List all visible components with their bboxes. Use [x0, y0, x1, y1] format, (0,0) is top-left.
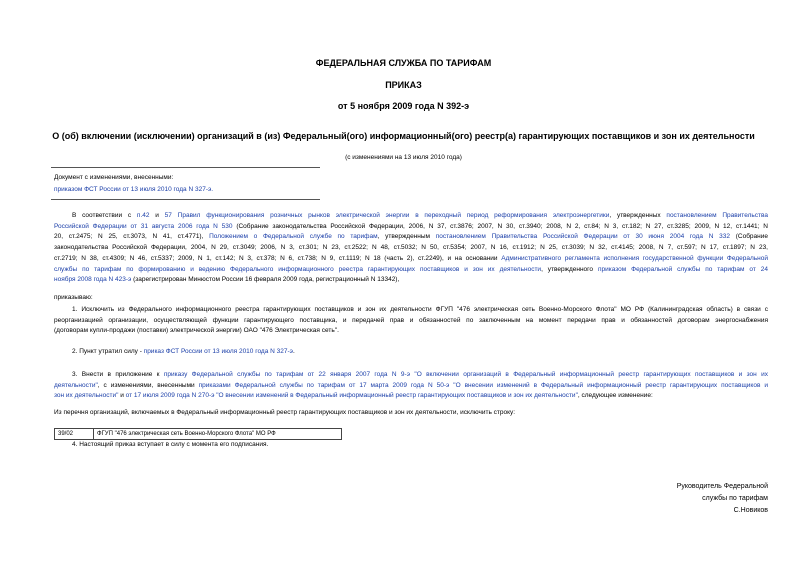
- document-link[interactable]: постановлением Правительства: [666, 212, 768, 219]
- document-link[interactable]: приказу Федеральной службы по тарифам от 22 января 2007 года N 9-э "О включении организаций в Федеральный информационный реестр гарантирующих поставщиков и зон их: [163, 371, 768, 378]
- item1-line: реорганизацией организации, осуществляющей функции гарантирующего поставщика, и передачей прав и обязанностей по заключенным на момент передачи прав и обязанностей договорам энергоснабжения: [54, 316, 768, 324]
- revision-note: (с изменениями на 13 июля 2010 года): [345, 154, 462, 161]
- signature-block: [677, 481, 768, 517]
- preamble-line: В соответствии с п.42 и 57 Правил функционирования розничных рынков электрической энергии в переходный период реформирования электроэнергетики, утвержденных постановлением Правительства: [72, 212, 768, 219]
- document-link[interactable]: приказами Федеральной службы по тарифам от 17 марта 2009 года N 50-э "О внесении изменений в Федеральный информационный реестр гарантирующих поставщиков и: [198, 381, 768, 389]
- document-link[interactable]: Российской Федерации от 31 августа 2006 года N 530: [54, 222, 233, 230]
- changes-box: [54, 172, 213, 196]
- preamble-paragraph: [54, 211, 768, 286]
- preamble-line: 20, ст.2475; N 25, ст.3073, N 41, ст.4771), Положением о Федеральной службе по тарифам, утвержденным постановлением Правительства Российской Федерации от 30 июня 2004 года N 332 (Собрание: [54, 233, 768, 241]
- order-item-4: 4. Настоящий приказ вступает в силу с момента его подписания.: [72, 441, 269, 448]
- signature-position: Руководитель Федеральной: [676, 483, 768, 490]
- preamble-line: Российской Федерации от 31 августа 2006 года N 530 (Собрание законодательства Российской Федерации, 2006, N 37, ст.3876; 2007, N 30, ст.3940; 2008, N 2, ст.84; N 3, ст.182; N 27, ст.3285; 2009, N 12, ст.1441; N: [54, 222, 768, 230]
- document-link[interactable]: 57 Правил функционирования розничных рынков электрической энергии в переходный период реформирования электроэнергетики: [164, 212, 610, 219]
- doctype-heading: ПРИКАЗ: [385, 80, 422, 90]
- document-link[interactable]: деятельности": [54, 381, 98, 389]
- table-cell-number: 39/02: [55, 429, 94, 440]
- item1-line: (договорам купли-продажи (поставки) электрической энергии) ОАО "476 Электрическая сеть".: [54, 327, 339, 335]
- preamble-line: законодательства Российской Федерации, 2004, N 29, ст.3049; 2006, N 3, ст.301; N 23, ст.2522; N 48, ст.5032; N 50, ст.5354; 2007, N 16, ст.1912; N 25, ст.3039; N 32, ст.4145; 2008, N 7, ст.597; N 17, ст.1897; N 23,: [54, 244, 768, 252]
- document-link[interactable]: п.42: [136, 212, 150, 219]
- exclude-intro: Из перечня организаций, включаемых в Федеральный информационный реестр гарантирующих поставщиков и зон их деятельности, исключить строку:: [54, 409, 516, 416]
- preamble-line: ноября 2008 года N 423-э (зарегистрирован Минюстом России 16 февраля 2009 года, регистрационный N 13342),: [54, 276, 400, 284]
- excluded-org-table: [54, 428, 342, 440]
- item3-line: деятельности", с изменениями, внесенными приказами Федеральной службы по тарифам от 17 марта 2009 года N 50-э "О внесении изменений в Федеральный информационный реестр гарантирующих поставщиков и: [54, 381, 768, 389]
- table-cell-name: ФГУП "476 электрическая сеть Военно-Морского Флота" МО РФ: [94, 429, 342, 440]
- order-item-2: 2. Пункт утратил силу - приказ ФСТ России от 13 июля 2010 года N 327-э.: [72, 348, 295, 355]
- changes-top-divider: [51, 167, 320, 168]
- document-link[interactable]: приказом Федеральной службы по тарифам от 24: [597, 265, 768, 273]
- item2-text: 2. Пункт утратил силу -: [72, 348, 144, 355]
- preamble-line: службы по тарифам по формированию и ведению Федерального информационного реестра гарантирующих поставщиков и зон их деятельности, утвержденного приказом Федеральной службы по тарифам от 24: [54, 265, 768, 273]
- changes-bottom-divider: [51, 199, 320, 200]
- item3-line: 3. Внести в приложение к приказу Федеральной службы по тарифам от 22 января 2007 года N 9-э "О включении организаций в Федеральный информационный реестр гарантирующих поставщиков и зон их: [72, 371, 768, 378]
- item1-line: 1. Исключить из Федерального информационного реестра гарантирующих поставщиков и зон их деятельности ФГУП "476 электрическая сеть Военно-Морского Флота" МО РФ (Калининградская область) в связи с: [72, 306, 768, 313]
- changes-link[interactable]: приказом ФСТ России от 13 июля 2010 года N 327-э.: [54, 186, 214, 193]
- item2-link[interactable]: приказ ФСТ России от 13 июля 2010 года N 327-э: [143, 348, 293, 355]
- document-link[interactable]: Административного регламента исполнения государственной функции Федеральной: [501, 254, 768, 262]
- document-link[interactable]: зон их деятельности": [54, 392, 119, 400]
- document-link[interactable]: Положением о Федеральной службе по тарифам: [209, 233, 378, 241]
- table-row: [55, 429, 342, 440]
- document-link[interactable]: постановлением Правительства Российской Федерации от 30 июня 2004 года N 332: [435, 233, 730, 241]
- signature-position-2: службы по тарифам: [702, 495, 768, 502]
- order-item-1: [54, 305, 768, 337]
- preamble-line: ст.2719; N 38, ст.4309; N 46, ст.5337; 2009, N 1, ст.142; N 3, ст.378; N 6, ст.738; N 9, ст.1119; N 18 (часть 2), ст.2249), и на основании Административного регламента исполнения государственной функции Федеральной: [54, 254, 768, 262]
- document-title: О (об) включении (исключении) организаций в (из) Федеральный(ого) информационный(ого) реестр(а) гарантирующих поставщиков и зон их деятельности: [52, 131, 755, 141]
- document-link[interactable]: службы по тарифам по формированию и ведению Федерального информационного реестра гарантирующих поставщиков и зон их деятельности: [54, 265, 542, 273]
- item3-line: зон их деятельности" и от 17 июля 2009 года N 270-э "О внесении изменений в Федеральный информационный реестр гарантирующих поставщиков и зон их деятельности", следующее изменение:: [54, 392, 653, 400]
- agency-heading: ФЕДЕРАЛЬНАЯ СЛУЖБА ПО ТАРИФАМ: [315, 58, 492, 68]
- document-link[interactable]: ноября 2008 года N 423-э: [54, 276, 132, 284]
- date-heading: от 5 ноября 2009 года N 392-э: [337, 101, 470, 111]
- orders-label: приказываю:: [54, 294, 93, 301]
- document-link[interactable]: от 17 июля 2009 года N 270-э "О внесении изменений в Федеральный информационный реестр гарантирующих поставщиков и зон их деятельности": [125, 392, 578, 400]
- signature-name: С.Новиков: [733, 507, 768, 514]
- order-item-3: [54, 370, 768, 402]
- changes-label: Документ с изменениями, внесенными:: [54, 174, 174, 181]
